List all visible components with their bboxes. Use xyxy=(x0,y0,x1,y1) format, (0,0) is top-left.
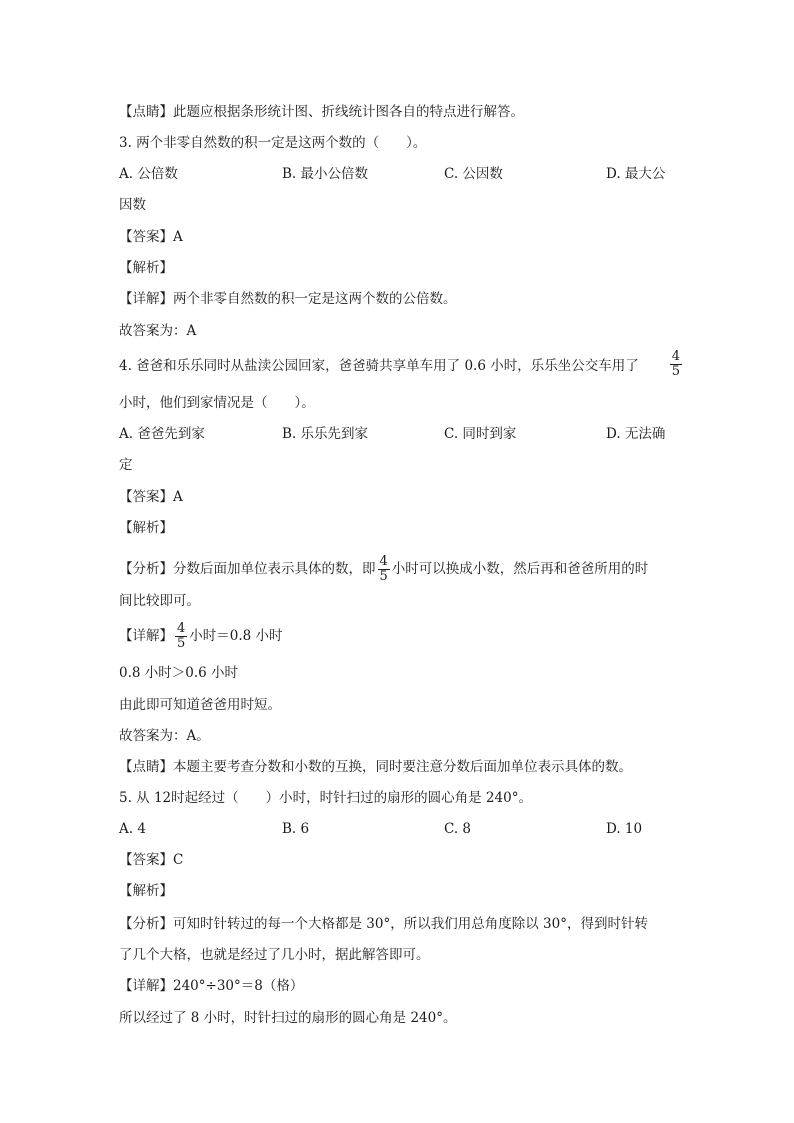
fraction-numerator: 4 xyxy=(379,554,388,569)
analysis-label: 【解析】 xyxy=(119,260,173,276)
fraction-four-fifths xyxy=(378,555,390,584)
answer-label: 【答案】C xyxy=(119,852,184,868)
option-a: A. 4 xyxy=(119,821,146,837)
fraction-denominator: 5 xyxy=(177,636,186,651)
option-d-continued: 因数 xyxy=(119,197,146,213)
fenxi-continued: 了几个大格，也就是经过了几小时，据此解答即可。 xyxy=(119,947,430,963)
fenxi-text-post: 小时可以换成小数，然后再和爸爸所用的时 xyxy=(391,561,649,577)
option-b: B. 6 xyxy=(282,821,310,837)
conclusion: 所以经过了 8 小时，时针扫过的扇形的圆心角是 240°。 xyxy=(119,1010,457,1026)
question-4-continued: 小时，他们到家情况是（ ）。 xyxy=(119,395,315,411)
question-5-options xyxy=(119,819,684,839)
dianjing-note: 【点睛】此题应根据条形统计图、折线统计图各自的特点进行解答。 xyxy=(119,104,524,120)
question-4: 4. 爸爸和乐乐同时从盐渎公园回家，爸爸骑共享单车用了 0.6 小时，乐乐坐公交车用了 xyxy=(119,358,639,374)
detail-text: 【详解】240°÷30°＝8（格） xyxy=(119,978,304,994)
option-c: C. 同时到家 xyxy=(444,426,517,442)
fraction-numerator: 4 xyxy=(177,621,186,636)
fraction-four-fifths xyxy=(175,622,187,651)
detail-text: 【详解】两个非零自然数的积一定是这两个数的公倍数。 xyxy=(119,291,457,307)
dianjing-note: 【点睛】本题主要考查分数和小数的互换，同时要注意分数后面加单位表示具体的数。 xyxy=(119,759,632,775)
option-d: D. 最大公 xyxy=(606,166,666,182)
answer-label: 【答案】A xyxy=(119,489,183,505)
fenxi-continued: 间比较即可。 xyxy=(119,593,200,609)
final-answer: 故答案为：A xyxy=(119,323,197,339)
fraction-denominator: 5 xyxy=(671,364,680,379)
option-d-continued: 定 xyxy=(119,457,133,473)
fenxi-text: 【分析】可知时针转过的每一个大格都是 30°，所以我们用总角度除以 30°，得到时针转 xyxy=(119,916,648,932)
question-5: 5. 从 12时起经过（ ）小时，时针扫过的扇形的圆心角是 240°。 xyxy=(119,790,532,806)
question-4-options xyxy=(119,424,684,444)
option-b: B. 乐乐先到家 xyxy=(282,426,369,442)
fraction-numerator: 4 xyxy=(671,349,680,364)
comparison: 0.8 小时＞0.6 小时 xyxy=(119,665,239,681)
conclusion: 由此即可知道爸爸用时短。 xyxy=(119,697,281,713)
option-d: D. 无法确 xyxy=(606,426,666,442)
question-3-options xyxy=(119,164,684,184)
answer-label: 【答案】A xyxy=(119,229,183,245)
analysis-label: 【解析】 xyxy=(119,883,173,899)
fenxi-text-pre: 【分析】分数后面加单位表示具体的数，即 xyxy=(119,561,376,577)
fenxi-line xyxy=(119,554,684,584)
fraction-four-fifths xyxy=(670,350,682,379)
detail-label: 【详解】 xyxy=(119,628,173,644)
detail-text-post: 小时＝0.8 小时 xyxy=(189,628,283,644)
option-b: B. 最小公倍数 xyxy=(282,166,369,182)
detail-line xyxy=(119,621,684,651)
question-3: 3. 两个非零自然数的积一定是这两个数的（ ）。 xyxy=(119,135,427,151)
option-a: A. 爸爸先到家 xyxy=(119,426,205,442)
fraction-denominator: 5 xyxy=(379,569,388,584)
final-answer: 故答案为：A。 xyxy=(119,728,210,744)
analysis-label: 【解析】 xyxy=(119,520,173,536)
option-c: C. 8 xyxy=(444,821,472,837)
option-d: D. 10 xyxy=(606,821,643,837)
option-a: A. 公倍数 xyxy=(119,166,178,182)
option-c: C. 公因数 xyxy=(444,166,503,182)
